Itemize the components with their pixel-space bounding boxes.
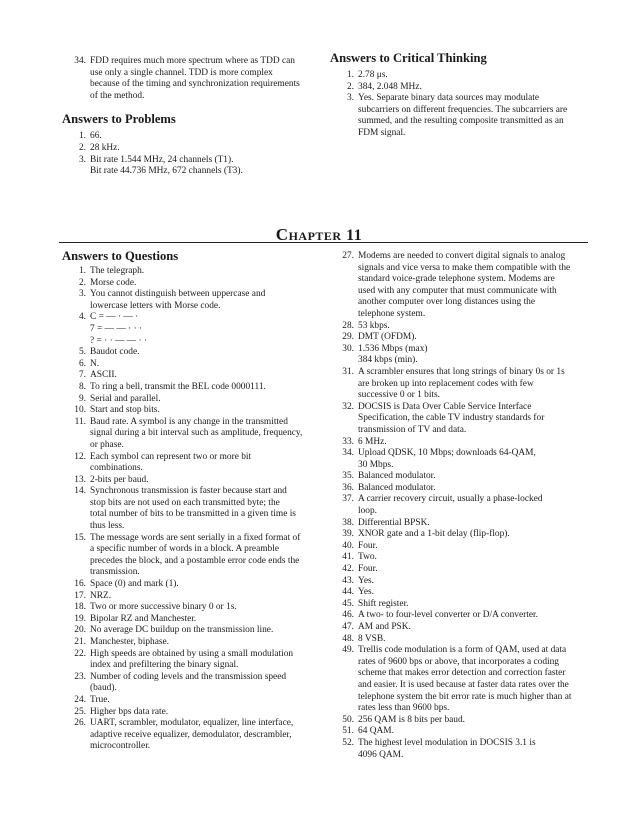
- item-number: 40.: [342, 540, 354, 551]
- list-item: [330, 738, 592, 761]
- item-number: 29.: [342, 332, 354, 343]
- list-item: [330, 599, 592, 611]
- item-text-line: DMT (OFDM).: [358, 332, 417, 343]
- item-text-line: Baudot code.: [90, 347, 140, 358]
- item-text-line: ASCII.: [90, 370, 117, 381]
- item-text-line: Manchester, biphase.: [90, 637, 170, 647]
- item-number: 6.: [78, 358, 86, 369]
- item-number: 13.: [74, 474, 86, 485]
- item-number: 19.: [74, 613, 86, 624]
- list-item: [330, 529, 592, 541]
- critical-thinking-heading: Answers to Critical Thinking: [330, 51, 487, 65]
- list-item: [330, 634, 592, 646]
- item-text-line: total number of bits to be transmitted in a given time is: [90, 509, 296, 520]
- item-text-line: Differential BPSK.: [358, 517, 430, 528]
- list-item: [330, 448, 592, 471]
- item-text-line: Bipolar RZ and Manchester.: [90, 613, 197, 624]
- list-item: [62, 312, 332, 347]
- item-number: 16.: [74, 579, 86, 590]
- list-item: 2. 384, 2.048 MHz.: [346, 81, 422, 92]
- item-number: 50.: [342, 714, 354, 725]
- item-number: 35.: [342, 471, 354, 482]
- item-number: 24.: [74, 694, 86, 705]
- list-item: [62, 614, 332, 626]
- list-item: [330, 367, 592, 402]
- questions-heading: Answers to Questions: [62, 249, 179, 263]
- item-number: 15.: [74, 532, 86, 543]
- item-text-line: True.: [90, 694, 110, 705]
- list-item: [62, 637, 332, 649]
- item-number: 37.: [342, 494, 354, 505]
- list-item: [330, 483, 592, 495]
- item-number: 22.: [74, 648, 86, 659]
- questions-left-column: [62, 249, 332, 753]
- list-item: [62, 289, 332, 312]
- top-right-column: [330, 51, 592, 140]
- item-number: 21.: [74, 637, 86, 647]
- item-text-line: Two or more successive binary 0 or 1s.: [90, 602, 237, 613]
- list-item: 1. 2.78 μs.: [346, 70, 388, 80]
- item-text-line: a specific number of words in a block. A preamble: [90, 544, 280, 555]
- item-number: 25.: [74, 706, 86, 717]
- list-item: [62, 475, 332, 487]
- list-item: [330, 645, 592, 715]
- item-text-line: You cannot distinguish between uppercase and: [90, 289, 266, 300]
- list-item: [62, 452, 332, 475]
- list-item: [330, 564, 592, 576]
- item-text-line: index and prefiltering the binary signal.: [90, 660, 239, 671]
- list-item: [330, 471, 592, 483]
- item-text-line: Each symbol can represent two or more bit: [90, 451, 252, 462]
- item-number: 34.: [342, 448, 354, 459]
- item-number: 41.: [342, 552, 354, 563]
- item-text-line: precedes the block, and a postamble error code ends the: [90, 555, 300, 566]
- list-item: [330, 610, 592, 622]
- item-text-line: transmission of TV and data.: [358, 424, 467, 435]
- list-item: [62, 718, 332, 753]
- list-item: [62, 347, 332, 359]
- list-item: [62, 707, 332, 719]
- list-item: [62, 649, 332, 672]
- list-item: [62, 672, 332, 695]
- list-item: [62, 591, 332, 603]
- item-number: 31.: [342, 366, 354, 377]
- list-item: [62, 370, 332, 382]
- list-item: [62, 382, 332, 394]
- item-number: 51.: [342, 726, 354, 737]
- item-number: 28.: [342, 320, 354, 331]
- item-text-line: DOCSIS is Data Over Cable Service Interface: [358, 401, 532, 412]
- item-number: 23.: [74, 671, 86, 682]
- item-number: 20.: [74, 625, 86, 636]
- item-number: 5.: [78, 347, 86, 358]
- list-item: [62, 394, 332, 406]
- item-text-line: Morse code.: [90, 277, 137, 288]
- questions-list-left: [62, 266, 332, 753]
- item-text-line: and easier. It is used because at faster data rates over the: [358, 679, 569, 690]
- list-item: [330, 726, 592, 738]
- problems-list: [62, 131, 324, 177]
- item-text-line: (baud).: [90, 683, 117, 694]
- list-item: 1. 66.: [78, 131, 102, 142]
- item-text-line: NRZ.: [90, 590, 112, 601]
- item-text-line: combinations.: [90, 463, 143, 474]
- item-text-line: 53 kbps.: [358, 320, 390, 331]
- item-text-line: 6 MHz.: [358, 436, 387, 447]
- item-text-line: 4096 QAM.: [358, 749, 404, 760]
- item-text-line: used with any computer that must communicate with: [358, 285, 557, 296]
- list-item: [62, 579, 332, 591]
- item-number: 38.: [342, 517, 354, 528]
- list-item: [330, 402, 592, 437]
- item-number: 45.: [342, 598, 354, 609]
- item-text-line: Upload QDSK, 10 Mbps; downloads 64-QAM,: [358, 448, 536, 459]
- list-item: [330, 332, 592, 344]
- item-number: 36.: [342, 482, 354, 493]
- list-item: [330, 541, 592, 553]
- item-text-line: Four.: [358, 540, 378, 551]
- list-item: [330, 494, 592, 517]
- list-item: [330, 321, 592, 333]
- item-text-line: The telegraph.: [90, 266, 145, 276]
- questions-list-right: [330, 251, 592, 761]
- list-item: [330, 576, 592, 588]
- item-number: 4.: [78, 312, 86, 323]
- item-text-line: telephone system the bit error rate is much higher than at: [358, 691, 572, 702]
- item-text-line: thus less.: [90, 521, 125, 532]
- previous-chapter-question-list: [62, 56, 324, 102]
- list-item: 2. 28 kHz.: [78, 142, 120, 153]
- item-number: 1.: [78, 266, 86, 276]
- item-text-line: A scrambler ensures that long strings of binary 0s or 1s: [358, 366, 565, 377]
- item-text-line: scheme that makes error detection and correction faster: [358, 668, 566, 679]
- item-number: 46.: [342, 610, 354, 621]
- item-text-line: transmission.: [90, 567, 140, 578]
- list-item: [330, 518, 592, 530]
- item-text-line: signal during a bit interval such as amplitude, frequency,: [90, 428, 303, 439]
- list-item: [62, 533, 332, 579]
- item-text-line: rates of 9600 bps or above, that incorporates a coding: [358, 656, 559, 667]
- item-text-line: 256 QAM is 8 bits per baud.: [358, 714, 466, 725]
- list-item: [330, 622, 592, 634]
- list-item: [62, 278, 332, 290]
- item-text-line: Two.: [358, 552, 377, 563]
- item-number: 27.: [342, 251, 354, 261]
- item-number: 2.: [78, 277, 86, 288]
- item-text-line: standard voice-grade telephone system. Modems are: [358, 274, 555, 285]
- item-text-line: telephone system.: [358, 308, 426, 319]
- item-text-line: The message words are sent serially in a fixed format of: [90, 532, 301, 543]
- item-text-line: Trellis code modulation is a form of QAM, used at data: [358, 645, 567, 656]
- item-text-line: Balanced modulator.: [358, 482, 436, 493]
- item-text-line: Number of coding levels and the transmission speed: [90, 671, 287, 682]
- item-number: 9.: [78, 393, 86, 404]
- item-text-line: UART, scrambler, modulator, equalizer, line interface,: [90, 718, 294, 729]
- item-text-line: signals and vice versa to make them compatible with the: [358, 262, 571, 273]
- item-text-line: A carrier recovery circuit, usually a phase-locked: [358, 494, 543, 505]
- item-number: 32.: [342, 401, 354, 412]
- chapter-number: 11: [346, 227, 363, 244]
- item-text-line: Synchronous transmission is faster because start and: [90, 486, 287, 497]
- item-text-line: Four.: [358, 564, 378, 575]
- item-text-line: AM and PSK.: [358, 622, 411, 632]
- item-text-line: 384 kbps (min).: [358, 355, 418, 366]
- item-text-line: C = — · — ·: [90, 312, 139, 323]
- item-text-line: Higher bps data rate.: [90, 706, 169, 717]
- list-item: [62, 602, 332, 614]
- item-text-line: microcontroller.: [90, 741, 151, 752]
- item-text-line: 64 QAM.: [358, 726, 394, 737]
- item-number: 49.: [342, 645, 354, 656]
- item-number: 14.: [74, 486, 86, 497]
- list-item: [62, 695, 332, 707]
- item-text-line: or phase.: [90, 439, 124, 450]
- item-text-line: Serial and parallel.: [90, 393, 161, 404]
- item-text-line: Start and stop bits.: [90, 405, 160, 416]
- item-text-line: N.: [90, 358, 100, 369]
- item-text-line: To ring a bell, transmit the BEL code 0000111.: [90, 381, 266, 392]
- questions-right-column: [330, 251, 592, 761]
- item-text-line: Shift register.: [358, 598, 409, 609]
- item-number: 12.: [74, 451, 86, 462]
- item-number: 47.: [342, 622, 354, 632]
- item-number: 8.: [78, 381, 86, 392]
- item-number: 30.: [342, 343, 354, 354]
- item-text-line: loop.: [358, 506, 378, 517]
- item-text-line: Specification, the cable TV industry standards for: [358, 413, 545, 424]
- list-item: [330, 344, 592, 367]
- chapter-rule: [59, 242, 588, 243]
- item-text-line: Baud rate. A symbol is any change in the transmitted: [90, 416, 288, 427]
- chapter-word: Chapter: [275, 225, 342, 244]
- item-number: 48.: [342, 633, 354, 644]
- item-text-line: adaptive receive equalizer, demodulator, descrambler,: [90, 729, 292, 740]
- list-item: [62, 625, 332, 637]
- list-item: [330, 251, 592, 321]
- item-text-line: are broken up into replacement codes with few: [358, 378, 534, 389]
- item-number: 3.: [78, 289, 86, 300]
- list-item: 3. Yes. Separate binary data sources may modulate subcarriers on different frequencies. The subcarriers are summed, and the resulting composite transmitted as an FDM signal.: [346, 93, 568, 138]
- item-text-line: 7 = — — · · ·: [90, 323, 143, 334]
- list-item: [62, 486, 332, 532]
- list-item: 34. FDD requires much more spectrum where as TDD can use only a single channel. TDD is more complex because of the timing and synchronization requirements of the method.: [62, 56, 324, 102]
- item-text-line: rates less than 9600 bps.: [358, 703, 450, 714]
- item-number: 39.: [342, 529, 354, 540]
- list-item: [62, 405, 332, 417]
- item-text-line: 2-bits per baud.: [90, 474, 149, 485]
- item-text-line: successive 0 or 1 bits.: [358, 390, 441, 401]
- list-item: [62, 266, 332, 278]
- item-number: 18.: [74, 602, 86, 613]
- item-number: 11.: [74, 416, 86, 427]
- item-text-line: XNOR gate and a 1-bit delay (flip-flop).: [358, 529, 510, 540]
- item-text-line: A two- to four-level converter or D/A converter.: [358, 610, 538, 621]
- item-text-line: lowercase letters with Morse code.: [90, 300, 221, 311]
- problems-heading: Answers to Problems: [62, 112, 176, 127]
- item-text-line: Modems are needed to convert digital signals to analog: [358, 251, 566, 261]
- item-number: 7.: [78, 370, 86, 381]
- item-number: 34.: [74, 56, 86, 66]
- list-item: [62, 417, 332, 452]
- item-number: 44.: [342, 587, 354, 598]
- item-text-line: ? = · · — — · ·: [90, 335, 148, 346]
- list-item: 3. Bit rate 1.544 MHz, 24 channels (T1). Bit rate 44.736 MHz, 672 channels (T3).: [78, 154, 243, 177]
- item-number: 26.: [74, 718, 86, 729]
- item-number: 43.: [342, 575, 354, 586]
- list-item: [330, 552, 592, 564]
- list-item: [62, 359, 332, 371]
- item-text-line: Yes.: [358, 587, 374, 598]
- critical-thinking-list: [330, 70, 592, 140]
- list-item: [330, 715, 592, 727]
- item-number: 17.: [74, 590, 86, 601]
- item-text-line: Balanced modulator.: [358, 471, 436, 482]
- top-left-column: [62, 56, 324, 178]
- item-text-line: 30 Mbps.: [358, 459, 394, 470]
- item-text-line: another computer over long distances using the: [358, 297, 536, 308]
- item-text-line: The highest level modulation in DOCSIS 3.1 is: [358, 737, 536, 748]
- item-text-line: 1.536 Mbps (max): [358, 343, 428, 354]
- item-text-line: 8 VSB.: [358, 633, 386, 644]
- item-number: 33.: [342, 436, 354, 447]
- item-number: 42.: [342, 564, 354, 575]
- item-number: 52.: [342, 737, 354, 748]
- item-text-line: stop bits are not used on each transmitted byte; the: [90, 497, 280, 508]
- item-text-line: No average DC buildup on the transmission line.: [90, 625, 274, 636]
- list-item: [330, 437, 592, 449]
- list-item: [330, 587, 592, 599]
- item-text-line: High speeds are obtained by using a small modulation: [90, 648, 294, 659]
- item-text-line: Yes.: [358, 575, 374, 586]
- item-number: 10.: [74, 405, 86, 416]
- item-text-line: Space (0) and mark (1).: [90, 579, 179, 590]
